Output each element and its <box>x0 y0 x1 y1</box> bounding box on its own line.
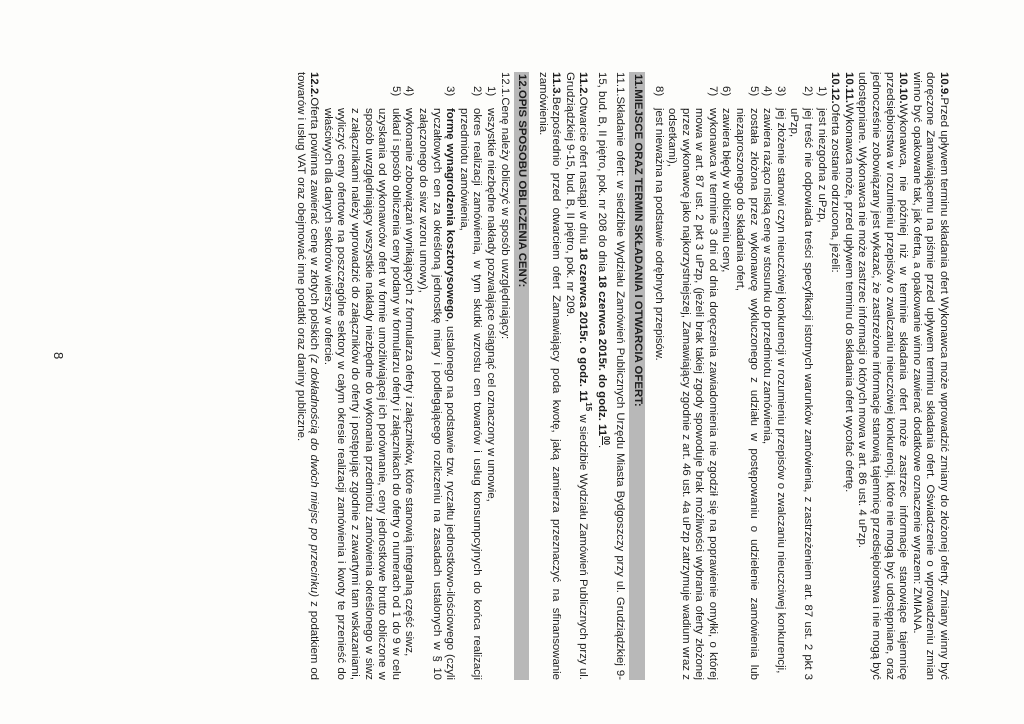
section-11-heading: 11.MIEJSCE ORAZ TERMIN SKŁADANIA I OTWARCIA OFERT: <box>629 72 645 680</box>
list-item: 5) została złożona przez wykonawcę wykluczonego z udziału w postępowaniu o udzielenie zamówienia lub niezaproszonego do składania ofert, <box>734 86 760 680</box>
list-item: 4) wykonanie zobowiązań wynikających z formularza oferty i załączników, które stanowią integralną część siwz, <box>403 86 416 657</box>
price-list <box>320 72 497 680</box>
paragraph-11-1: 11.1.Składanie ofert: w siedzibie Wydziału Zamówień Publicznych Urzędu Miasta Bydgoszczy przy ul. Grudziądzkiej 9-15, bud. B, II piętro, pok. nr 208 do dnia 18 czerwca 2015r. do godz. $11^{00}$. <box>595 72 627 680</box>
list-item: 1) jest niezgodna z uPzp, <box>815 86 828 223</box>
paragraph-10-10: 10.10.Wykonawca, nie później niż w terminie składania ofert może zastrzec informacje stanowiące tajemnicę przedsiębiorstwa w rozumieniu przepisów o zwalczaniu nieuczciwej konkurencji, które nie mogą być udostępniane, oraz jednocześnie zobowiązany jest wykazać, że zastrzeżone informacje stanowią tajemnicę przedsiębiorstwa i nie mogą być udostępniane. Wykonawca nie może zastrzec informacji o których mowa w art. 86 ust. 4 uPzp. <box>856 72 910 680</box>
list-item: 3) jej złożenie stanowi czyn nieuczciwej konkurencji w rozumieniu przepisów o zwalczaniu nieuczciwej konkurencji, <box>774 86 787 674</box>
list-item: 8) jest nieważna na podstawie odrębnych przepisów. <box>652 86 665 361</box>
page-number: 8 <box>51 352 66 360</box>
section-12-heading: 12.OPIS SPOSOBU OBLICZENIA CENY: <box>514 72 530 680</box>
paragraph-10-9: 10.9.Przed upływem terminu składania ofert Wykonawca może wprowadzić zmiany do złożonej oferty. Zmiany winny być doręczone Zamawiającemu na piśmie przed upływem terminu składania ofert. Oświadczenie o wprowadzeniu zmian winno być opakowane tak, jak oferta, a opakowanie winno zawierać dodatkowe oznaczenie wyrazem: ZMIANA. <box>910 72 950 680</box>
list-item: 4) zawiera rażąco niską cenę w stosunku do przedmiotu zamówienia, <box>761 86 774 445</box>
document-body <box>293 72 950 680</box>
list-item: 1) wszystkie niezbędne nakłady pozwalające osiągnąć cel oznaczony w umowie, <box>485 86 497 502</box>
rejection-list <box>651 72 828 680</box>
paragraph-11-2: 11.2.Otwarcie ofert nastąpi w dniu 18 czerwca 2015r. o godz. $11^{15}$ w siedzibie Wydziału Zamówień Publicznych przy ul. Grudziądzkiej 9-15, bud. B, II piętro, pok. nr 209. <box>563 72 593 680</box>
list-item: 3) formę wynagrodzenia kosztorysowego, ustalonego na podstawie tzw. ryczałtu jednostkowo-ilościowego (czyli ryczałtowych cen za określoną jednostkę miary i podlegającego rozliczeniu na zasadach ustalonych w § 10 załączonego do siwz wzoru umowy), <box>417 86 457 680</box>
list-item: 7) wykonawca w terminie 3 dni od dnia doręczenia zawiadomienia nie zgodził się na poprawienie omyłki, o której mowa w art. 87 ust. 2 pkt 3 uPzp, (jeżeli brak takiej zgody spowoduje brak możliwości wybrania oferty złożonej przez wykonawcę jako najkorzystniejszej, Zamawiający zgodnie z art. 46 ust. 4a uPzp zatrzymuje wadium wraz z odsetkami), <box>666 86 719 680</box>
paragraph-11-3: 11.3.Bezpośrednio przed otwarciem ofert Zamawiający poda kwotę, jaką zamierza przeznaczyć na sfinansowanie zamówienia. <box>536 72 563 680</box>
paragraph-10-11: 10.11.Wykonawca może, przed upływem terminu do składania ofert wycofać ofertę. <box>842 72 855 493</box>
list-item: 5) układ i sposób obliczenia ceny podany w formularzu oferty i załącznikach do oferty o numerach od 1 do 9 w celu uzyskania od wykonawców ofert w formie umożliwiającej ich porównanie, ceny jednostkowe brutto obliczone w sposób uwzględniający wszystkie nakłady niezbędne do wykonania przedmiotu zamówienia określonego w siwz z załącznikami należy wprowadzić do załączników do oferty i postępując zgodnie z zawartymi tam wskazaniami, wyliczyć ceny ofertowe na poszczególne sektory w całym okresie realizacji zamówienia i kwoty te przenieść do właściwych dla danych sektorów wierszy w ofercie. <box>321 86 402 680</box>
paragraph-12-2: 12.2.Oferta powinna zawierać cenę w złotych polskich (z dokładnością do dwóch miejsc po przecinku) z podatkiem od towarów i usług VAT oraz obejmować inne podatki oraz daniny publiczne. <box>294 72 321 680</box>
list-item: 2) okres realizacji zamówienia, w tym skutki wzrostu cen towarów i usług konsumpcyjnych do końca realizacji przedmiotu zamówienia, <box>457 86 484 680</box>
list-item: 2) jej treść nie odpowiada treści specyfikacji istotnych warunków zamówienia, z zastrzeżeniem art. 87 ust. 2 pkt 3 uPzp, <box>788 86 815 680</box>
paragraph-12-1: 12.1.Cenę należy obliczyć w sposób uwzględniający: <box>498 72 511 340</box>
paragraph-10-12: 10.12.Oferta zostanie odrzucona, jeżeli: <box>829 72 842 273</box>
list-item: 6) zawiera błędy w obliczeniu ceny, <box>720 86 733 273</box>
